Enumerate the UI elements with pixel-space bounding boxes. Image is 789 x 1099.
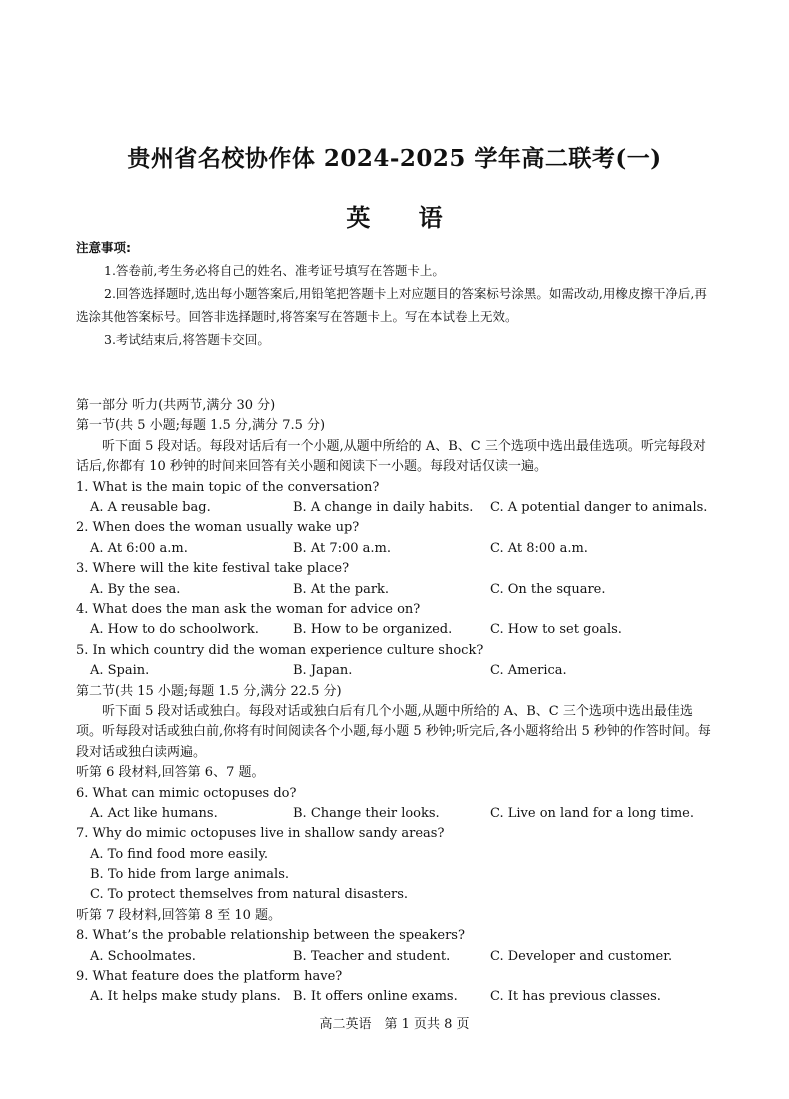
question-stem: 7. Why do mimic octopuses live in shallow sandy areas? — [76, 826, 445, 842]
question-stem: 8. What’s the probable relationship between the speakers? — [76, 928, 465, 944]
option-c: C. At 8:00 a.m. — [490, 540, 588, 556]
option-c: C. It has previous classes. — [490, 989, 661, 1005]
question-stem: 5. In which country did the woman experience culture shock? — [76, 642, 484, 658]
option-a: A. It helps make study plans. — [90, 989, 281, 1005]
option-a: A. A reusable bag. — [90, 499, 211, 515]
option-c: C. How to set goals. — [490, 622, 622, 638]
option-row — [76, 620, 716, 640]
section-heading: 第二节(共 15 小题;每题 1.5 分,满分 22.5 分) — [76, 683, 342, 699]
option-b: B. Japan. — [293, 663, 353, 679]
subject-title: 英 语 — [346, 203, 463, 232]
option-a: A. Schoolmates. — [90, 948, 196, 964]
option-row — [76, 580, 716, 600]
notice-item: 2.回答选择题时,选出每小题答案后,用铅笔把答题卡上对应题目的答案标号涂黑。如需改动,用橡皮擦干净后,再选涂其他答案标号。回答非选择题时,将答案写在答题卡上。写在本试卷上无效。 — [76, 286, 707, 324]
page-footer: 高二英语 第 1 页共 8 页 — [319, 1017, 470, 1032]
option-b: B. A change in daily habits. — [293, 499, 474, 515]
question-stem: 6. What can mimic octopuses do? — [76, 785, 297, 801]
question-stem: 2. When does the woman usually wake up? — [76, 520, 360, 536]
option-row — [76, 804, 716, 824]
option-c: C. America. — [490, 663, 567, 679]
option-c: C. To protect themselves from natural disasters. — [90, 887, 409, 903]
option-row — [76, 498, 716, 518]
section-instructions: 听下面 5 段对话或独白。每段对话或独白后有几个小题,从题中所给的 A、B、C 三个选项中选出最佳选项。听每段对话或独白前,你将有时间阅读各个小题,每小题 5 秒钟;听完后,各小题将给出 5 秒钟的作答时间。每段对话或独白读两遍。 — [76, 703, 711, 760]
option-b: B. To hide from large animals. — [90, 867, 290, 883]
option-row — [76, 987, 716, 1007]
question-stem: 3. Where will the kite festival take place? — [76, 561, 350, 577]
material-note: 听第 6 段材料,回答第 6、7 题。 — [76, 765, 265, 781]
option-b: B. At the park. — [293, 581, 390, 597]
section-instructions: 听下面 5 段对话。每段对话后有一个小题,从题中所给的 A、B、C 三个选项中选出最佳选项。听完每段对话后,你都有 10 秒钟的时间来回答有关小题和阅读下一小题。每段对话仅读一遍。 — [76, 438, 706, 475]
exam-body — [76, 396, 716, 1008]
option-c: C. Developer and customer. — [490, 948, 673, 964]
option-b: B. At 7:00 a.m. — [293, 540, 392, 556]
option-a: A. To find food more easily. — [90, 846, 269, 862]
notice-heading: 注意事项: — [76, 240, 131, 255]
option-b: B. How to be organized. — [293, 622, 453, 638]
option-c: C. Live on land for a long time. — [490, 805, 694, 821]
option-b: B. Change their looks. — [293, 805, 440, 821]
option-a: A. By the sea. — [90, 581, 181, 597]
option-a: A. How to do schoolwork. — [90, 622, 259, 638]
section-heading: 第一节(共 5 小题;每题 1.5 分,满分 7.5 分) — [76, 418, 326, 434]
notice-item: 3.考试结束后,将答题卡交回。 — [104, 332, 270, 347]
notice-section — [76, 236, 716, 351]
option-c: C. A potential danger to animals. — [490, 499, 708, 515]
question-stem: 4. What does the man ask the woman for advice on? — [76, 601, 421, 617]
option-b: B. Teacher and student. — [293, 948, 451, 964]
option-row — [76, 539, 716, 559]
question-stem: 9. What feature does the platform have? — [76, 969, 343, 985]
question-stem: 1. What is the main topic of the conversation? — [76, 479, 380, 495]
notice-item: 1.答卷前,考生务必将自己的姓名、准考证号填写在答题卡上。 — [104, 263, 445, 278]
option-b: B. It offers online exams. — [293, 989, 458, 1005]
exam-title: 贵州省名校协作体 2024-2025 学年高二联考(一) — [127, 145, 662, 172]
option-a: A. Spain. — [90, 663, 150, 679]
part-heading: 第一部分 听力(共两节,满分 30 分) — [76, 398, 276, 413]
option-a: A. Act like humans. — [90, 805, 218, 821]
option-c: C. On the square. — [490, 581, 606, 597]
option-row — [76, 947, 716, 967]
option-row — [76, 661, 716, 681]
material-note: 听第 7 段材料,回答第 8 至 10 题。 — [76, 907, 282, 923]
option-a: A. At 6:00 a.m. — [90, 540, 188, 556]
